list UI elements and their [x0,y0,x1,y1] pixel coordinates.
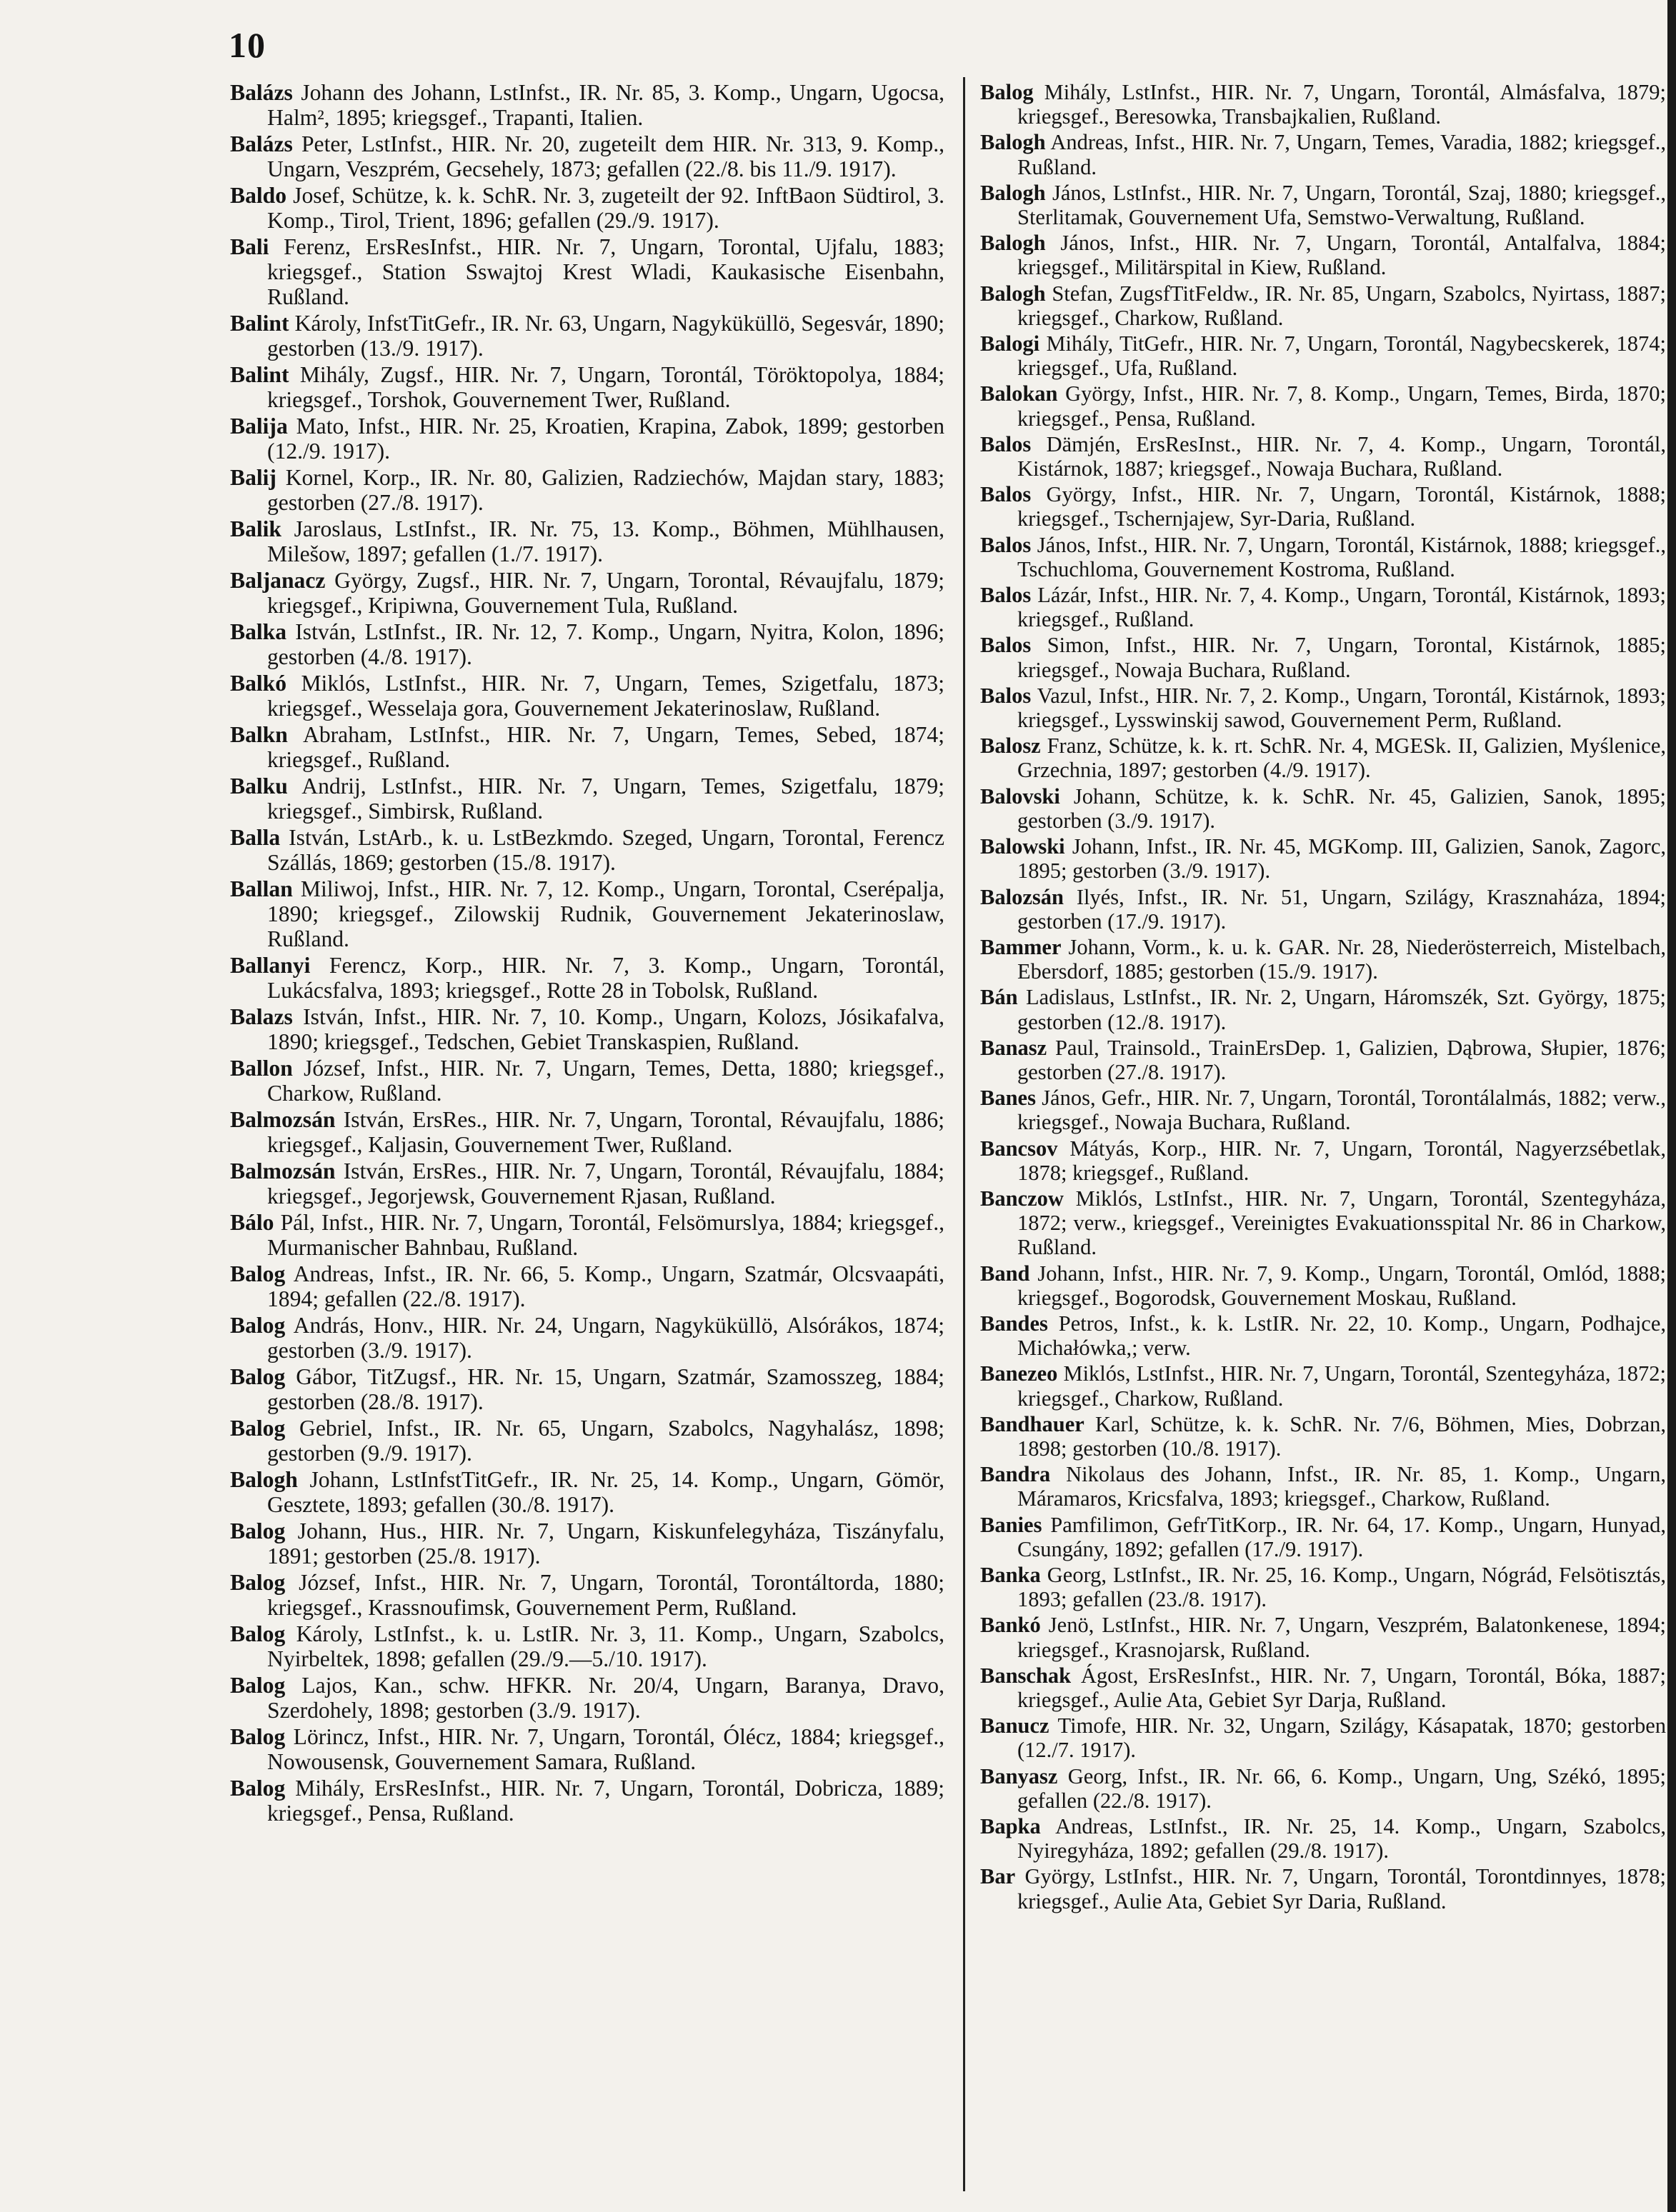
register-entry [230,516,944,566]
register-entry [980,834,1666,883]
entry-surname: Balogh [980,180,1046,205]
entry-details: Mihály, LstInfst., HIR. Nr. 7, Ungarn, Torontál, Almásfalva, 1879; kriegsgef., Beresowka, Transbajkalien, Rußland. [1017,80,1666,129]
entry-details: István, LstInfst., IR. Nr. 12, 7. Komp., Ungarn, Nyitra, Kolon, 1896; gestorben (4./8. 1917). [267,619,944,669]
entry-details: Ladislaus, LstInfst., IR. Nr. 2, Ungarn, Háromszék, Szt. György, 1875; gestorben (12./8. 1917). [1017,985,1666,1034]
register-entry [980,1814,1666,1863]
entry-details: Dämjén, ErsResInst., HIR. Nr. 7, 4. Komp., Ungarn, Torontál, Kistárnok, 1887; kriegsgef., Nowaja Buchara, Rußland. [1017,431,1666,481]
entry-surname: Baldo [230,183,287,208]
entry-details: Vazul, Infst., HIR. Nr. 7, 2. Komp., Ungarn, Torontál, Kistárnok, 1893; kriegsgef., Lysswinskij sawod, Gouvernement Perm, Rußland. [1017,683,1666,733]
entry-surname: Banka [980,1562,1041,1587]
register-entry [980,885,1666,934]
entry-surname: Balog [230,1776,286,1801]
register-entry [230,1313,944,1363]
register-entry [230,825,944,875]
register-entry [980,633,1666,681]
entry-details: József, Infst., HIR. Nr. 7, Ungarn, Torontál, Torontáltorda, 1880; kriegsgef., Krassnoufimsk, Gouvernement Perm, Rußland. [267,1570,945,1620]
entry-details: Peter, LstInfst., HIR. Nr. 20, zugeteilt dem HIR. Nr. 313, 9. Komp., Ungarn, Veszprém, Gecsehely, 1873; gefallen (22./8. bis 11./9. 1917). [267,131,944,181]
entry-details: Johann, Vorm., k. u. k. GAR. Nr. 28, Niederösterreich, Mistelbach, Ebersdorf, 1885; gestorben (15./9. 1917). [1017,934,1666,984]
entry-details: János, Gefr., HIR. Nr. 7, Ungarn, Torontál, Torontálalmás, 1882; verw., kriegsgef., Nowaja Buchara, Rußland. [1017,1086,1666,1135]
entry-details: Jenö, LstInfst., HIR. Nr. 7, Ungarn, Veszprém, Balatonkenese, 1894; kriegsgef., Krasnojarsk, Rußland. [1017,1613,1666,1662]
entry-details: Johann, Infst., HIR. Nr. 7, 9. Komp., Ungarn, Torontál, Omlód, 1888; kriegsgef., Bogorodsk, Gouvernement Moskau, Rußland. [1017,1261,1666,1310]
entry-details: Miliwoj, Infst., HIR. Nr. 7, 12. Komp., Ungarn, Torontal, Cserépalja, 1890; kriegsgef., Zilowskij Rudnik, Gouvernement Jekaterinoslaw, Rußland. [267,876,944,951]
entry-surname: Ballon [230,1056,293,1081]
register-entry [230,1261,944,1311]
entry-surname: Bancsov [980,1136,1058,1161]
entry-details: Andreas, Infst., IR. Nr. 66, 5. Komp., Ungarn, Szatmár, Olcsvaapáti, 1894; gefallen (22./8. 1917). [267,1261,944,1311]
entry-details: Karl, Schütze, k. k. SchR. Nr. 7/6, Böhmen, Mies, Dobrzan, 1898; gestorben (10./8. 1917). [1017,1411,1666,1461]
entry-surname: Balog [230,1364,286,1389]
entry-details: György, LstInfst., HIR. Nr. 7, Ungarn, Torontál, Torontdinnyes, 1878; kriegsgef., Aulie Ata, Gebiet Syr Daria, Rußland. [1017,1864,1666,1913]
entry-details: Paul, Trainsold., TrainErsDep. 1, Galizien, Dąbrowa, Słupier, 1876; gestorben (27./8. 1917). [1017,1035,1666,1084]
entry-surname: Balog [230,1416,286,1441]
entry-surname: Bálo [230,1210,274,1235]
entry-surname: Balos [980,633,1032,658]
entry-surname: Balowski [980,834,1065,859]
entry-surname: Balla [230,825,281,850]
entry-details: Miklós, LstInfst., HIR. Nr. 7, Ungarn, Torontál, Szentegyháza, 1872; kriegsgef., Charkow, Rußland. [1017,1361,1666,1411]
register-entry [980,1036,1666,1084]
entry-details: Andrij, LstInfst., HIR. Nr. 7, Ungarn, Temes, Szigetfalu, 1879; kriegsgef., Simbirsk, Rußland. [267,774,944,824]
register-entry [980,1764,1666,1813]
register-entry [980,1186,1666,1260]
register-entry [230,311,944,361]
entry-surname: Balogi [980,331,1040,356]
register-entry [230,1570,944,1620]
register-entry [980,281,1666,330]
left-column [230,80,944,1827]
entry-details: Mihály, ErsResInfst., HIR. Nr. 7, Ungarn, Torontál, Dobricza, 1889; kriegsgef., Pensa, Rußland. [267,1776,944,1826]
entry-surname: Balog [230,1621,286,1646]
entry-surname: Balog [230,1724,286,1749]
entry-surname: Balka [230,619,287,644]
entry-surname: Balik [230,516,281,541]
entry-surname: Bandra [980,1462,1051,1487]
register-entry [980,1713,1666,1762]
entry-surname: Banes [980,1086,1036,1111]
register-entry [230,131,944,181]
entry-surname: Ballan [230,876,293,901]
entry-surname: Balog [980,80,1034,104]
register-entry [980,533,1666,581]
entry-surname: Bankó [980,1613,1041,1638]
entry-surname: Banezeo [980,1361,1058,1386]
entry-surname: Balogh [230,1467,298,1492]
entry-surname: Balazs [230,1004,293,1029]
entry-surname: Banasz [980,1035,1047,1060]
register-entry [230,1621,944,1671]
entry-details: Mato, Infst., HIR. Nr. 25, Kroatien, Krapina, Zabok, 1899; gestorben (12./9. 1917). [267,414,944,464]
entry-surname: Balog [230,1261,286,1286]
entry-details: Mátyás, Korp., HIR. Nr. 7, Ungarn, Torontál, Nagyerzsébetlak, 1878; kriegsgef., Rußland. [1017,1136,1666,1185]
register-entry [230,1673,944,1723]
entry-surname: Balmozsán [230,1158,336,1183]
register-entry [980,1462,1666,1511]
entry-details: Johann, Infst., IR. Nr. 45, MGKomp. III, Galizien, Sanok, Zagorc, 1895; gestorben (3./9. 1917). [1017,834,1666,884]
entry-surname: Balázs [230,131,293,156]
entry-details: Ilyés, Infst., IR. Nr. 51, Ungarn, Szilágy, Krasznaháza, 1894; gestorben (17./9. 1917). [1017,884,1666,934]
entry-surname: Balos [980,583,1032,608]
entry-details: György, Infst., HIR. Nr. 7, Ungarn, Torontál, Kistárnok, 1888; kriegsgef., Tschernjajew, Syr-Daria, Rußland. [1017,482,1666,531]
entry-details: Jaroslaus, LstInfst., IR. Nr. 75, 13. Komp., Böhmen, Mühlhausen, Milešow, 1897; gefallen (1./7. 1917). [267,516,944,566]
register-entry [230,414,944,464]
entry-surname: Bandes [980,1311,1048,1336]
register-entry [230,362,944,412]
register-entry [980,1563,1666,1611]
register-entry [230,183,944,233]
entry-surname: Balog [230,1673,286,1698]
register-entry [980,432,1666,481]
entry-surname: Baljanacz [230,568,326,593]
register-entry [980,583,1666,631]
entry-details: Andreas, Infst., HIR. Nr. 7, Ungarn, Temes, Varadia, 1882; kriegsgef., Rußland. [1017,130,1666,179]
entry-surname: Balku [230,774,288,799]
register-entry [980,231,1666,279]
entry-details: Johann, Schütze, k. k. SchR. Nr. 45, Galizien, Sanok, 1895; gestorben (3./9. 1917). [1017,784,1666,833]
entry-surname: Banyasz [980,1763,1058,1788]
entry-surname: Balos [980,532,1032,557]
entry-surname: Bar [980,1864,1016,1889]
register-entry [230,568,944,618]
entry-surname: Band [980,1261,1030,1286]
entry-surname: Bammer [980,934,1062,959]
entry-details: Georg, Infst., IR. Nr. 66, 6. Komp., Ungarn, Ung, Székó, 1895; gefallen (22./8. 1917). [1017,1763,1666,1813]
register-entry [980,684,1666,732]
entry-details: Abraham, LstInfst., HIR. Nr. 7, Ungarn, Temes, Sebed, 1874; kriegsgef., Rußland. [267,722,944,772]
register-entry [980,734,1666,782]
entry-surname: Balija [230,414,288,439]
entry-details: János, LstInfst., HIR. Nr. 7, Ungarn, Torontál, Szaj, 1880; kriegsgef., Sterlitamak, Gouvernement Ufa, Semstwo-Verwaltung, Rußland. [1017,180,1666,230]
entry-details: István, LstArb., k. u. LstBezkmdo. Szeged, Ungarn, Torontal, Ferencz Szállás, 1869; gestorben (15./8. 1917). [267,825,944,875]
entry-surname: Balos [980,683,1032,708]
register-entry [980,1412,1666,1461]
entry-details: Johann, Hus., HIR. Nr. 7, Ungarn, Kiskunfelegyháza, Tiszányfalu, 1891; gestorben (25./8. 1917). [267,1518,944,1568]
entry-surname: Balázs [230,80,293,105]
entry-details: Gábor, TitZugsf., HR. Nr. 15, Ungarn, Szatmár, Szamosszeg, 1884; gestorben (28./8. 1917). [267,1364,944,1414]
register-entry [980,935,1666,984]
register-entry [230,465,944,515]
entry-surname: Balog [230,1518,286,1543]
register-entry [980,482,1666,531]
entry-surname: Banies [980,1512,1042,1537]
entry-surname: Bapka [980,1814,1041,1839]
register-entry [230,1776,944,1826]
entry-surname: Balogh [980,130,1046,155]
register-entry [980,784,1666,833]
entry-surname: Balij [230,465,276,490]
entry-details: József, Infst., HIR. Nr. 7, Ungarn, Temes, Detta, 1880; kriegsgef., Charkow, Rußland. [267,1056,944,1106]
register-entry [980,1311,1666,1360]
register-entry [980,1136,1666,1185]
entry-details: Johann des Johann, LstInfst., IR. Nr. 85, 3. Komp., Ungarn, Ugocsa, Halm², 1895; kriegsgef., Trapanti, Italien. [267,80,945,130]
register-entry [230,1004,944,1054]
entry-details: György, Infst., HIR. Nr. 7, 8. Komp., Ungarn, Temes, Birda, 1870; kriegsgef., Pensa, Rußland. [1017,381,1666,431]
entry-details: Miklós, LstInfst., HIR. Nr. 7, Ungarn, Temes, Szigetfalu, 1873; kriegsgef., Wesselaja gora, Gouvernement Jekaterinoslaw, Rußland. [267,671,944,721]
entry-surname: Balozsán [980,884,1064,909]
register-entry [980,381,1666,430]
register-entry [230,1158,944,1208]
entry-details: János, Infst., HIR. Nr. 7, Ungarn, Torontál, Kistárnok, 1888; kriegsgef., Tschuchloma, Gouvernement Kostroma, Rußland. [1017,532,1666,581]
register-entry [230,619,944,669]
register-entry [980,130,1666,179]
entry-details: István, Infst., HIR. Nr. 7, 10. Komp., Ungarn, Kolozs, Jósikafalva, 1890; kriegsgef., Tedschen, Gebiet Transkaspien, Rußland. [267,1004,944,1054]
entry-details: Franz, Schütze, k. k. rt. SchR. Nr. 4, MGESk. II, Galizien, Myślenice, Grzechnia, 1897; gestorben (4./9. 1917). [1017,734,1666,783]
entry-surname: Banczow [980,1186,1064,1211]
register-entry [980,1086,1666,1134]
entry-details: Ágost, ErsResInfst., HIR. Nr. 7, Ungarn, Torontál, Bóka, 1887; kriegsgef., Aulie Ata, Gebiet Syr Darja, Rußland. [1017,1663,1666,1712]
entry-details: Timofe, HIR. Nr. 32, Ungarn, Szilágy, Kásapatak, 1870; gestorben (12./7. 1917). [1017,1713,1666,1763]
register-entry [980,1864,1666,1913]
register-entry [230,876,944,951]
register-entry [230,80,944,130]
entry-details: János, Infst., HIR. Nr. 7, Ungarn, Torontál, Antalfalva, 1884; kriegsgef., Militärspital in Kiew, Rußland. [1017,231,1666,280]
entry-details: Ferencz, Korp., HIR. Nr. 7, 3. Komp., Ungarn, Torontál, Lukácsfalva, 1893; kriegsgef., Rotte 28 in Tobolsk, Rußland. [267,953,944,1003]
register-entry [980,985,1666,1034]
entry-details: Josef, Schütze, k. k. SchR. Nr. 3, zugeteilt der 92. InftBaon Südtirol, 3. Komp., Tirol, Trient, 1896; gefallen (29./9. 1917). [267,183,944,233]
register-entry [230,1210,944,1260]
page-number: 10 [229,25,266,65]
entry-surname: Balogh [980,231,1046,256]
register-entry [980,1663,1666,1712]
entry-details: Gebriel, Infst., IR. Nr. 65, Ungarn, Szabolcs, Nagyhalász, 1898; gestorben (9./9. 1917). [267,1416,944,1466]
entry-details: István, ErsRes., HIR. Nr. 7, Ungarn, Torontal, Révaujfalu, 1886; kriegsgef., Kaljasin, Gouvernement Twer, Rußland. [267,1107,944,1157]
entry-details: Miklós, LstInfst., HIR. Nr. 7, Ungarn, Torontál, Szentegyháza, 1872; verw., kriegsgef., Vereinigtes Evakuationsspital Nr. 86 in Charkow, Rußland. [1017,1186,1666,1260]
register-entry [980,1513,1666,1561]
entry-details: Károly, InfstTitGefr., IR. Nr. 63, Ungarn, Nagyküküllö, Segesvár, 1890; gestorben (13./9. 1917). [267,311,944,361]
entry-surname: Balkn [230,722,288,747]
entry-details: Georg, LstInfst., IR. Nr. 25, 16. Komp., Ungarn, Nógrád, Felsötisztás, 1893; gefallen (23./8. 1917). [1017,1562,1666,1612]
entry-details: György, Zugsf., HIR. Nr. 7, Ungarn, Torontal, Révaujfalu, 1879; kriegsgef., Kripiwna, Gouvernement Tula, Rußland. [267,568,944,618]
entry-details: Károly, LstInfst., k. u. LstIR. Nr. 3, 11. Komp., Ungarn, Szabolcs, Nyirbeltek, 1898; gefallen (29./9.—5./10. 1917). [267,1621,944,1671]
register-entry [230,722,944,772]
register-entry [980,181,1666,229]
entry-surname: Banucz [980,1713,1049,1738]
register-entry [230,1107,944,1157]
column-divider [963,77,965,2191]
entry-details: Lörincz, Infst., HIR. Nr. 7, Ungarn, Torontál, Ólécz, 1884; kriegsgef., Nowousensk, Gouvernement Samara, Rußland. [267,1724,944,1774]
register-entry [230,671,944,721]
entry-surname: Bán [980,985,1018,1010]
right-column [980,80,1666,2205]
entry-surname: Balogh [980,281,1046,306]
register-entry [980,1613,1666,1661]
entry-details: Pál, Infst., HIR. Nr. 7, Ungarn, Torontál, Felsömurslya, 1884; kriegsgef., Murmanischer Bahnbau, Rußland. [267,1210,944,1260]
entry-details: Ferenz, ErsResInfst., HIR. Nr. 7, Ungarn, Torontal, Ujfalu, 1883; kriegsgef., Station Sswajtoj Krest Wladi, Kaukasische Eisenbahn, Rußland. [267,234,944,309]
entry-surname: Balokan [980,381,1058,406]
register-entry [230,1056,944,1106]
entry-surname: Balkó [230,671,287,696]
entry-surname: Balmozsán [230,1107,336,1132]
entry-surname: Bandhauer [980,1411,1084,1436]
register-entry [230,1518,944,1568]
entry-details: Lajos, Kan., schw. HFKR. Nr. 20/4, Ungarn, Baranya, Dravo, Szerdohely, 1898; gestorben (3./9. 1917). [267,1673,945,1723]
register-entry [230,1364,944,1414]
entry-surname: Bali [230,234,269,259]
entry-details: Kornel, Korp., IR. Nr. 80, Galizien, Radziechów, Majdan stary, 1883; gestorben (27./8. 1917). [267,465,945,515]
entry-details: Lázár, Infst., HIR. Nr. 7, 4. Komp., Ungarn, Torontál, Kistárnok, 1893; kriegsgef., Rußland. [1017,583,1666,632]
register-entry [230,1467,944,1517]
register-entry [980,331,1666,380]
entry-surname: Balosz [980,734,1041,759]
entry-details: Petros, Infst., k. k. LstIR. Nr. 22, 10. Komp., Ungarn, Podhajce, Michałówka,; verw. [1017,1311,1666,1361]
entry-details: Stefan, ZugsfTitFeldw., IR. Nr. 85, Ungarn, Szabolcs, Nyirtass, 1887; kriegsgef., Charkow, Rußland. [1017,281,1666,330]
entry-surname: Ballanyi [230,953,311,978]
page-edge [1667,0,1676,2212]
register-entry [230,953,944,1003]
entry-details: Andreas, LstInfst., IR. Nr. 25, 14. Komp., Ungarn, Szabolcs, Nyiregyháza, 1892; gefallen (29./8. 1917). [1017,1814,1666,1863]
entry-details: Pamfilimon, GefrTitKorp., IR. Nr. 64, 17. Komp., Ungarn, Hunyad, Csungány, 1892; gefallen (17./9. 1917). [1017,1512,1666,1561]
entry-surname: Balos [980,482,1032,507]
entry-surname: Balovski [980,784,1060,809]
entry-surname: Balint [230,362,289,387]
register-entry [980,80,1666,129]
entry-surname: Balint [230,311,289,336]
entry-surname: Banschak [980,1663,1072,1688]
entry-details: Simon, Infst., HIR. Nr. 7, Ungarn, Torontal, Kistárnok, 1885; kriegsgef., Nowaja Buchara, Rußland. [1017,633,1666,682]
register-entry [230,774,944,824]
register-entry [980,1261,1666,1310]
register-entry [230,234,944,309]
entry-details: István, ErsRes., HIR. Nr. 7, Ungarn, Torontál, Révaujfalu, 1884; kriegsgef., Jegorjewsk, Gouvernement Rjasan, Rußland. [267,1158,944,1208]
entry-details: András, Honv., HIR. Nr. 24, Ungarn, Nagyküküllö, Alsórákos, 1874; gestorben (3./9. 1917). [267,1313,944,1363]
entry-surname: Balog [230,1313,286,1338]
entry-surname: Balog [230,1570,286,1595]
entry-details: Mihály, Zugsf., HIR. Nr. 7, Ungarn, Torontál, Töröktopolya, 1884; kriegsgef., Torshok, Gouvernement Twer, Rußland. [267,362,944,412]
entry-details: Mihály, TitGefr., HIR. Nr. 7, Ungarn, Torontál, Nagybecskerek, 1874; kriegsgef., Ufa, Rußland. [1017,331,1666,381]
register-entry [230,1724,944,1774]
register-entry [980,1361,1666,1410]
register-entry [230,1416,944,1466]
entry-details: Nikolaus des Johann, Infst., IR. Nr. 85, 1. Komp., Ungarn, Máramaros, Kricsfalva, 1893; kriegsgef., Charkow, Rußland. [1017,1462,1666,1511]
entry-surname: Balos [980,431,1032,456]
entry-details: Johann, LstInfstTitGefr., IR. Nr. 25, 14. Komp., Ungarn, Gömör, Gesztete, 1893; gefallen (30./8. 1917). [267,1467,944,1517]
